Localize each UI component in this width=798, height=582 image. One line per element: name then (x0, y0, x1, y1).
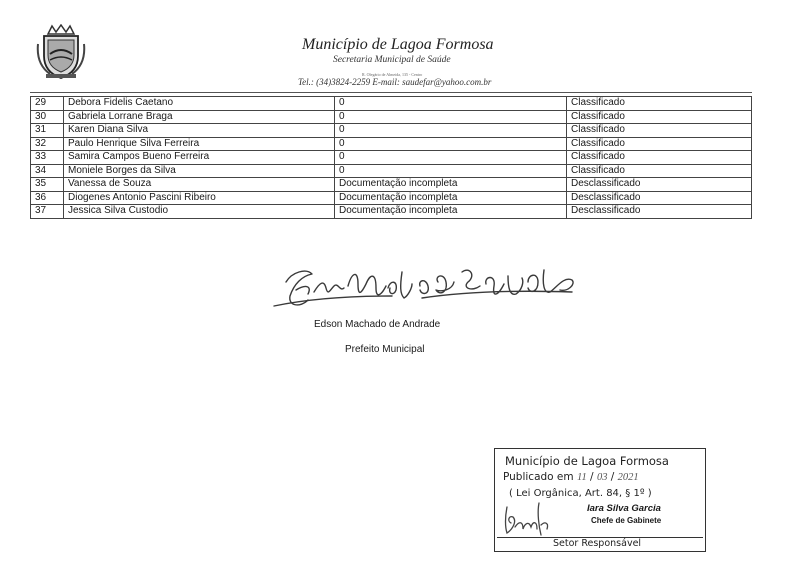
table-row (31, 110, 752, 124)
header-contact-line: Tel.: (34)3824-2259 E-mail: saudefar@yahoo.com.br (298, 77, 492, 87)
row-number: 32 (31, 137, 64, 151)
stamp-year: 2021 (617, 472, 639, 483)
candidate-status: Classificado (567, 124, 752, 138)
stamp-day: 11 (576, 472, 587, 483)
candidate-score: 0 (335, 97, 567, 111)
stamp-official-role: Chefe de Gabinete (591, 516, 662, 525)
header-address: R. Olegário de Almeida, 135 - Centro (362, 72, 423, 77)
candidate-status: Classificado (567, 151, 752, 165)
stamp-month: 03 (596, 472, 608, 483)
signer-role: Prefeito Municipal (345, 344, 425, 355)
candidate-name: Moniele Borges da Silva (64, 164, 335, 178)
table-row (31, 178, 752, 192)
table-row (31, 97, 752, 111)
municipality-title: Município de Lagoa Formosa (302, 36, 494, 53)
candidate-score: 0 (335, 110, 567, 124)
candidate-status: Desclassificado (567, 205, 752, 219)
signer-name: Edson Machado de Andrade (314, 319, 441, 330)
results-table (30, 96, 752, 219)
candidate-status: Classificado (567, 164, 752, 178)
table-row (31, 124, 752, 138)
candidate-score: 0 (335, 164, 567, 178)
candidate-name: Karen Diana Silva (64, 124, 335, 138)
publication-stamp (494, 448, 706, 552)
stamp-law-reference: ( Lei Orgânica, Art. 84, § 1º ) (509, 488, 652, 499)
candidate-name: Samira Campos Bueno Ferreira (64, 151, 335, 165)
candidate-name: Vanessa de Souza (64, 178, 335, 192)
stamp-official-name: Iara Silva Garcia (587, 503, 661, 514)
stamp-sector: Setor Responsável (553, 538, 642, 549)
header-divider (30, 92, 752, 93)
row-number: 33 (31, 151, 64, 165)
row-number: 34 (31, 164, 64, 178)
table-row (31, 205, 752, 219)
candidate-status: Classificado (567, 110, 752, 124)
candidate-score: 0 (335, 151, 567, 165)
stamp-published-line: Publicado em 11 / 03 / 2021 (503, 471, 639, 483)
candidate-score: Documentação incompleta (335, 178, 567, 192)
candidate-score: Documentação incompleta (335, 191, 567, 205)
candidate-name: Debora Fidelis Caetano (64, 97, 335, 111)
candidate-name: Diogenes Antonio Pascini Ribeiro (64, 191, 335, 205)
stamp-title: Município de Lagoa Formosa (505, 454, 669, 468)
table-row (31, 137, 752, 151)
row-number: 36 (31, 191, 64, 205)
candidate-score: 0 (335, 124, 567, 138)
department-subtitle: Secretaria Municipal de Saúde (333, 55, 451, 65)
row-number: 29 (31, 97, 64, 111)
row-number: 31 (31, 124, 64, 138)
row-number: 35 (31, 178, 64, 192)
candidate-name: Gabriela Lorrane Braga (64, 110, 335, 124)
candidate-status: Desclassificado (567, 191, 752, 205)
candidate-status: Desclassificado (567, 178, 752, 192)
row-number: 30 (31, 110, 64, 124)
table-row (31, 191, 752, 205)
municipal-crest-icon (36, 24, 86, 80)
stamp-published-label: Publicado em (503, 471, 574, 483)
candidate-status: Classificado (567, 137, 752, 151)
stamp-initials-signature (501, 499, 553, 537)
row-number: 37 (31, 205, 64, 219)
mayor-signature (272, 262, 582, 314)
candidate-name: Paulo Henrique Silva Ferreira (64, 137, 335, 151)
candidate-name: Jessica Silva Custodio (64, 205, 335, 219)
table-row (31, 164, 752, 178)
candidate-score: Documentação incompleta (335, 205, 567, 219)
candidate-score: 0 (335, 137, 567, 151)
table-row (31, 151, 752, 165)
candidate-status: Classificado (567, 97, 752, 111)
